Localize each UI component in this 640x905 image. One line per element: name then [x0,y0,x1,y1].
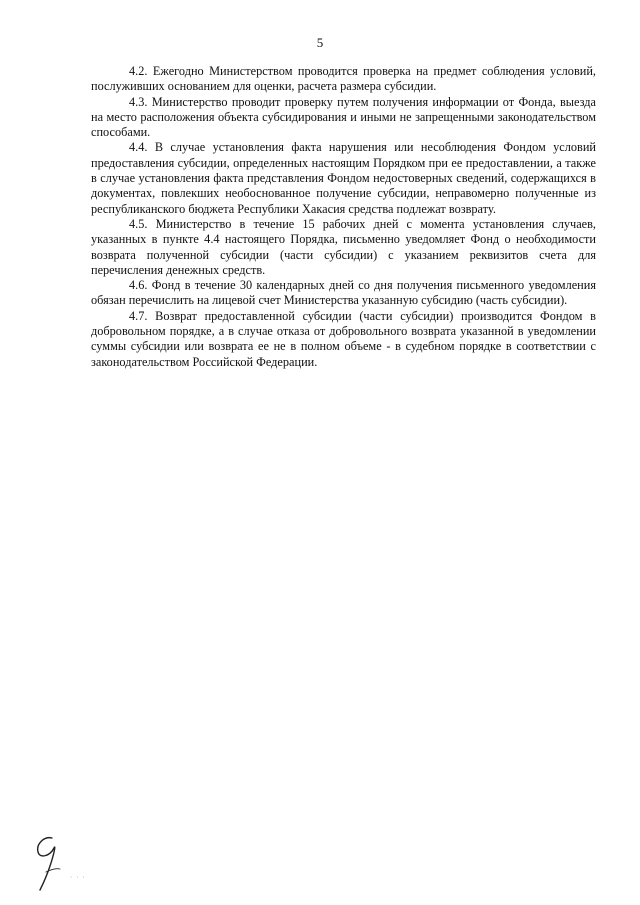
page-number: 5 [316,35,324,50]
handwritten-signature [26,832,76,892]
paragraph-4-7: 4.7. Возврат предоставленной субсидии (части субсидии) производится Фондом в добровольном порядке, а в случае отказа от добровольного возврата указанной в уведомлении суммы субсидии или возврата ее не в полном объеме - в судебном порядке в соответствии с законодательством Российской Федерации. [91,308,596,369]
paragraph-4-2: 4.2. Ежегодно Министерством проводится проверка на предмет соблюдения условий, послуживших основанием для оценки, расчета размера субсидии. [91,64,596,94]
paragraph-4-5: 4.5. Министерство в течение 15 рабочих дней с момента установления случаев, указанных в пункте 4.4 настоящего Порядка, письменно уведомляет Фонд о необходимости возврата полученной субсидии (части субсидии) с указанием реквизитов счета для перечисления денежных средств. [91,216,596,277]
signature-mark: · · · [70,874,86,881]
paragraph-4-3: 4.3. Министерство проводит проверку путем получения информации от Фонда, выезда на место расположения объекта субсидирования и иными не запрещенными законодательством способами. [91,94,596,140]
document-body [91,64,596,370]
paragraph-4-4: 4.4. В случае установления факта нарушения или несоблюдения Фондом условий предоставления субсидии, определенных настоящим Порядком при ее предоставлении, а также в случае установления факта представления Фондом недостоверных сведений, содержащихся в документах, повлекших необоснованное получение субсидии, неправомерно полученные из республиканского бюджета Республики Хакасия средства подлежат возврату. [91,140,596,216]
paragraph-4-6: 4.6. Фонд в течение 30 календарных дней со дня получения письменного уведомления обязан перечислить на лицевой счет Министерства указанную субсидию (часть субсидии). [91,278,596,308]
